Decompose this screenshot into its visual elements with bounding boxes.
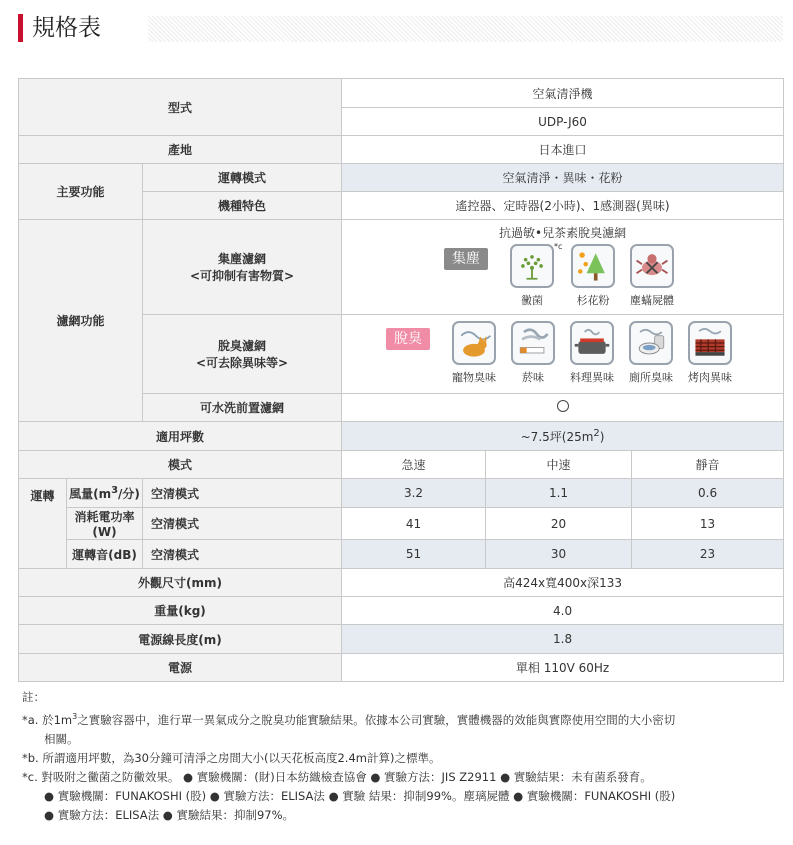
deo-badge: 脫臭 [386, 328, 430, 350]
cooking-odor-icon [570, 321, 614, 365]
cedar-pollen-label: 杉花粉 [576, 294, 610, 307]
spec-table [18, 78, 784, 682]
table-row [19, 479, 784, 508]
noise-high: 51 [342, 540, 486, 569]
pet-odor-label: 寵物臭味 [452, 371, 497, 384]
level-mid: 中速 [486, 451, 632, 479]
available-circle-icon [557, 400, 569, 412]
size-label: 外觀尺寸(mm) [19, 569, 342, 597]
filter-function-label: 濾網功能 [19, 220, 143, 422]
table-row [19, 422, 784, 451]
noise-quiet: 23 [632, 540, 784, 569]
deo-filter-label-cell [143, 315, 342, 394]
dust-mite-label: 塵蟎屍體 [630, 294, 675, 307]
notes [22, 688, 782, 825]
model-name: 空氣清淨機 [342, 79, 784, 108]
note-c-line3: ● 實驗方法：ELISA法 ● 實驗結果：抑制97%。 [44, 807, 295, 822]
toilet-odor-icon [629, 321, 673, 365]
note-c-line2: ● 實驗機關：FUNAKOSHI (股) ● 實驗方法：ELISA法 ● 實驗 結果：抑制99%。塵璃屍體 ● 實驗機關：FUNAKOSHI (股) [44, 788, 676, 803]
cord-label: 電源線長度(m) [19, 625, 342, 654]
airflow-mode: 空清模式 [143, 479, 342, 508]
deo-filter-cell [342, 315, 784, 394]
power-label: 消耗電功率(W) [67, 508, 143, 540]
deo-filter-label: 脫臭濾網 [218, 339, 267, 353]
table-row [19, 654, 784, 682]
dust-mite-icon [630, 244, 674, 288]
note-b: *b. 所謂適用坪數，為30分鐘可清淨之房間大小(以天花板高度2.4m計算)之標準。 [22, 750, 441, 765]
area-label: 適用坪數 [19, 422, 342, 451]
mode-value: 空氣清淨・異味・花粉 [342, 164, 784, 192]
table-row [19, 136, 784, 164]
washable-value [342, 394, 784, 422]
note-a: *a. 於$1m^3$之實驗容器中，進行單一異氣成分之脫臭功能實驗結果。依據本公司實驗，實體機器的效能與實際使用空間的大小密切 [22, 712, 676, 727]
noise-mid: 30 [486, 540, 632, 569]
power-source-label: 電源 [19, 654, 342, 682]
cord-value: 1.8 [342, 625, 784, 654]
power-source-value: 單相 110V 60Hz [342, 654, 784, 682]
airflow-label: 風量($m^3/$分) [67, 479, 143, 508]
size-value: 高424x寬400x深133 [342, 569, 784, 597]
mold-icon [510, 244, 554, 288]
cigarette-label: 菸味 [522, 371, 545, 384]
airflow-quiet: 0.6 [632, 479, 784, 508]
noise-label: 運轉音(dB) [67, 540, 143, 569]
table-row [19, 79, 784, 108]
weight-value: 4.0 [342, 597, 784, 625]
level-label: 模式 [19, 451, 342, 479]
feature-label: 機種特色 [143, 192, 342, 220]
airflow-high: 3.2 [342, 479, 486, 508]
table-row [19, 220, 784, 315]
dust-mark: *c [554, 242, 563, 251]
operation-label: 運轉 [19, 479, 67, 569]
title-pattern [148, 16, 783, 42]
table-row [19, 508, 784, 540]
main-function-label: 主要功能 [19, 164, 143, 220]
origin-label: 產地 [19, 136, 342, 164]
page-title-bar [18, 12, 783, 44]
washable-label: 可水洗前置濾網 [143, 394, 342, 422]
level-high: 急速 [342, 451, 486, 479]
toilet-odor-label: 廁所臭味 [629, 371, 674, 384]
pet-odor-icon [452, 321, 496, 365]
dust-filter-label: 集塵濾網 [218, 252, 267, 266]
table-row [19, 597, 784, 625]
level-quiet: 靜音 [632, 451, 784, 479]
dust-filter-cell [342, 220, 784, 315]
table-row [19, 540, 784, 569]
title-accent-mark [18, 14, 23, 42]
notes-heading: 註： [22, 690, 45, 704]
power-high: 41 [342, 508, 486, 540]
power-quiet: 13 [632, 508, 784, 540]
cedar-pollen-icon [571, 244, 615, 288]
feature-value: 遙控器、定時器(2小時)、1感測器(異味) [342, 192, 784, 220]
note-a-line2: 相關。 [44, 731, 79, 746]
cooking-odor-label: 料理異味 [570, 371, 615, 384]
table-row [19, 625, 784, 654]
table-row [19, 569, 784, 597]
airflow-mid: 1.1 [486, 479, 632, 508]
table-row [19, 451, 784, 479]
bbq-odor-icon [688, 321, 732, 365]
deo-filter-sub: <可去除異味等> [195, 356, 289, 370]
weight-label: 重量(kg) [19, 597, 342, 625]
dust-filter-title: 抗過敏•兒茶素脫臭濾網 [499, 226, 627, 240]
mode-label: 運轉模式 [143, 164, 342, 192]
origin-value: 日本進口 [342, 136, 784, 164]
model-label: 型式 [19, 79, 342, 136]
noise-mode: 空清模式 [143, 540, 342, 569]
power-mode: 空清模式 [143, 508, 342, 540]
dust-badge: 集塵 [444, 248, 488, 270]
dust-filter-label-cell [143, 220, 342, 315]
page-title: 規格表 [32, 15, 101, 41]
mold-label: 黴菌 [521, 294, 544, 307]
dust-filter-sub: <可抑制有害物質> [189, 269, 295, 283]
note-c: *c. 對吸附之黴菌之防黴效果。 ● 實驗機關：(財)日本紡織檢查協會 ● 實驗方法：JIS Z2911 ● 實驗結果：未有菌系發育。 [22, 769, 652, 784]
model-code: UDP-J60 [342, 108, 784, 136]
table-row [19, 164, 784, 192]
cigarette-icon [511, 321, 555, 365]
bbq-odor-label: 烤肉異味 [688, 371, 733, 384]
area-value: ~7.5坪$(25m^2)$ [342, 422, 784, 451]
power-mid: 20 [486, 508, 632, 540]
